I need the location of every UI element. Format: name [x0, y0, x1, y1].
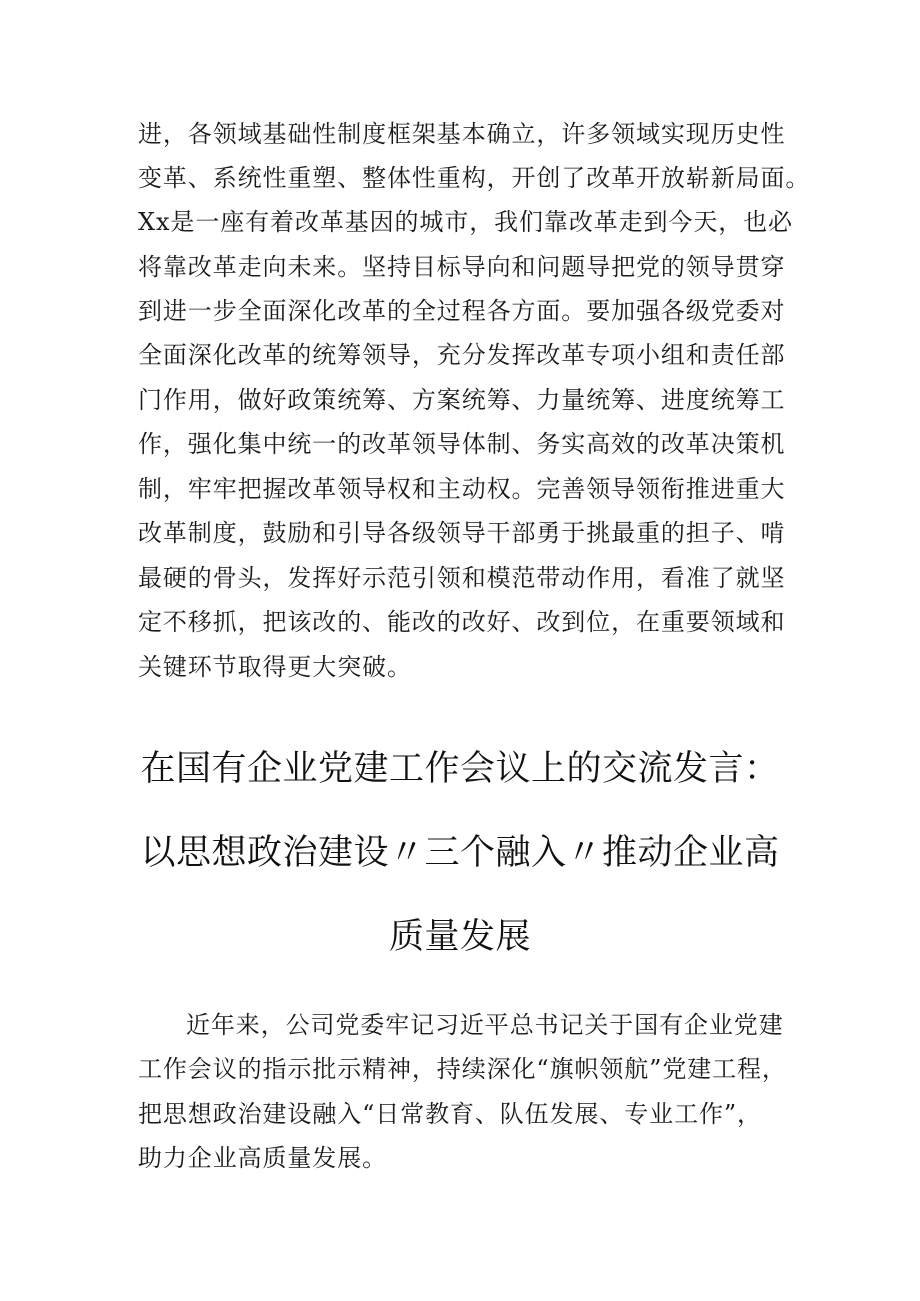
text-line: 改革制度，鼓励和引导各级领导干部勇于挑最重的担子、啃: [138, 519, 786, 547]
text-line: 到进一步全面深化改革的全过程各方面。要加强各级党委对: [138, 297, 786, 325]
text-line: 定不移抓，把该改的、能改的改好、改到位，在重要领域和: [138, 608, 786, 636]
text-line: 把思想政治建设融入“日常教育、队伍发展、专业工作”，: [138, 1100, 762, 1128]
text-line: 关键环节取得更大突破。: [138, 653, 412, 681]
title-line: 以思想政治建设〃三个融入〃推动企业高: [140, 833, 780, 873]
text-line: 最硬的骨头，发挥好示范引领和模范带动作用，看准了就坚: [138, 564, 786, 592]
text-line: 工作会议的指示批示精神，持续深化“旗帜领航”党建工程，: [138, 1055, 787, 1083]
text-line: 进，各领域基础性制度框架基本确立，许多领域实现历史性: [138, 120, 786, 148]
text-line: 作，强化集中统一的改革领导体制、务实高效的改革决策机: [138, 430, 786, 458]
title-line: 在国有企业党建工作会议上的交流发言：: [140, 749, 780, 789]
text-line: Xx是一座有着改革基因的城市，我们靠改革走到今天，也必: [138, 208, 793, 236]
text-line: 全面深化改革的统筹领导，充分发挥改革专项小组和责任部: [138, 341, 786, 369]
text-line: 制，牢牢把握改革领导权和主动权。完善领导领衔推进重大: [138, 475, 786, 503]
text-line: 近年来，公司党委牢记习近平总书记关于国有企业党建: [186, 1011, 784, 1039]
text-line: 变革、系统性重塑、整体性重构，开创了改革开放崭新局面。: [138, 164, 811, 192]
text-line: 将靠改革走向未来。坚持目标导向和问题导把党的领导贯穿: [138, 253, 786, 281]
title-line: 质量发展: [388, 917, 531, 957]
text-line: 助力企业高质量发展。: [138, 1144, 387, 1172]
text-line: 门作用，做好政策统筹、方案统筹、力量统筹、进度统筹工: [138, 386, 786, 414]
